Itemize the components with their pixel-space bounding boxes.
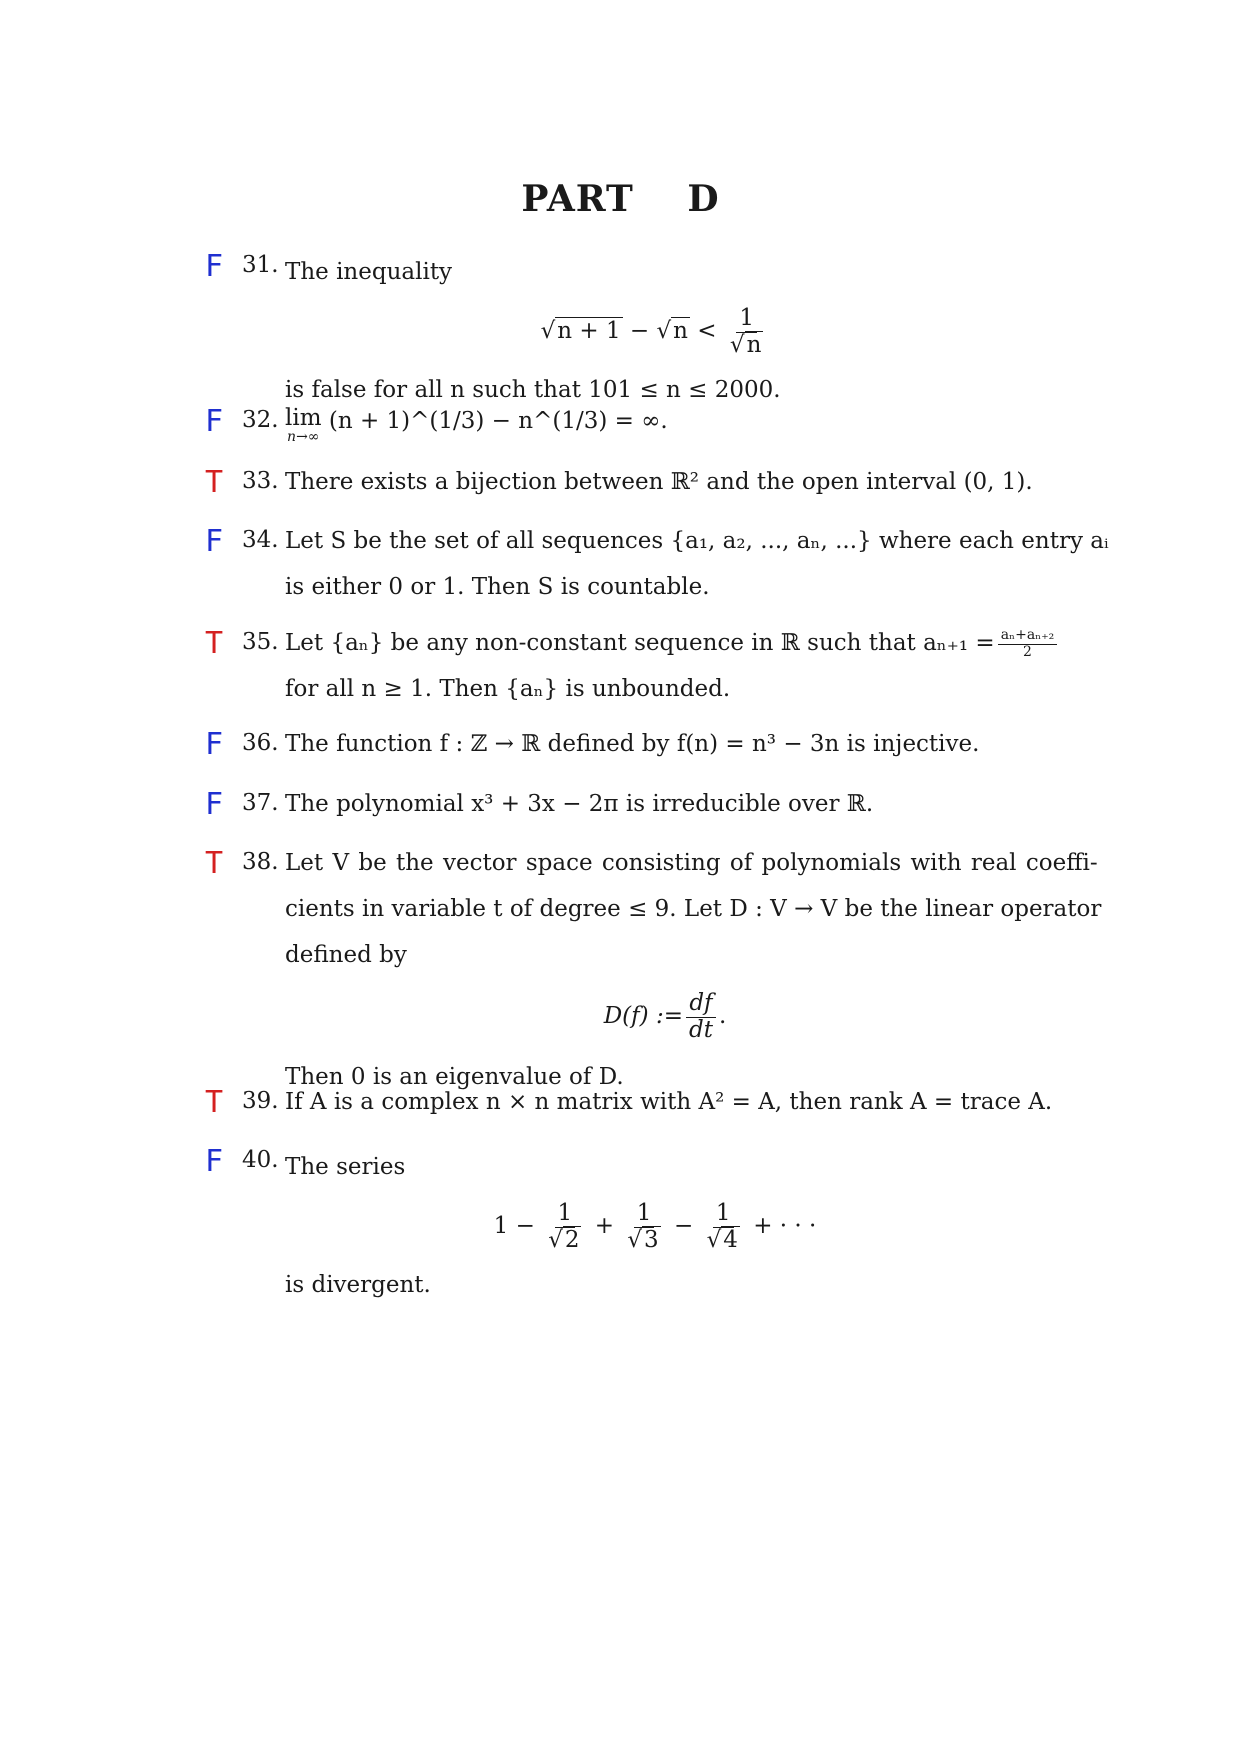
question-number: 32. <box>242 407 279 433</box>
question-number: 36. <box>242 730 279 756</box>
question-text-continued: cients in variable t of degree ≤ 9. Let D : V → V be the linear operator <box>285 896 1102 922</box>
question-number: 33. <box>242 468 279 494</box>
question-text: Let S be the set of all sequences {a₁, a₂, ..., aₙ, ...} where each entry aᵢ <box>285 528 1109 554</box>
question-text: The function f : ℤ → ℝ defined by f(n) = n³ − 3n is injective. <box>285 731 980 757</box>
question-number: 39. <box>242 1088 279 1114</box>
question-text: If A is a complex n × n matrix with A² = A, then rank A = trace A. <box>285 1089 1053 1115</box>
question-text-continued: Then 0 is an eigenvalue of D. <box>285 1064 624 1090</box>
answer-mark: T <box>205 1085 224 1120</box>
answer-mark: T <box>205 626 224 661</box>
answer-mark: F <box>205 1144 224 1179</box>
question-number: 38. <box>242 849 279 875</box>
question-text: The inequality <box>285 259 453 285</box>
question-number: 35. <box>242 629 279 655</box>
question-number: 31. <box>242 252 279 278</box>
question-text: Let {aₙ} be any non-constant sequence in ℝ such that aₙ₊₁ = $\frac{\text{aₙ+aₙ₊₂}}{2}$ <box>285 620 1025 666</box>
question-text-continued: is false for all n such that 101 ≤ n ≤ 2000. <box>285 377 781 403</box>
page-title: PART D <box>521 178 720 220</box>
question-text: (n + 1)^(1/3) − n^(1/3) = ∞. <box>328 408 668 434</box>
limit-operator: lim n→∞ <box>285 405 322 445</box>
answer-mark: F <box>205 524 224 559</box>
answer-mark: F <box>205 404 224 439</box>
display-formula: D(f) := $\frac{df}{dt}$ . <box>603 990 727 1043</box>
question-text-continued: for all n ≥ 1. Then {aₙ} is unbounded. <box>285 676 731 702</box>
question-text: The series <box>285 1154 406 1180</box>
question-text-continued: defined by <box>285 942 407 968</box>
question-text-continued: is divergent. <box>285 1272 431 1298</box>
question-text: Let V be the vector space consisting of polynomials with real coeffi- <box>285 850 1098 876</box>
fraction: $\frac{\text{aₙ+aₙ₊₂}}{2}$ <box>998 628 1058 660</box>
answer-mark: F <box>205 787 224 822</box>
question-number: 40. <box>242 1147 279 1173</box>
question-number: 34. <box>242 527 279 553</box>
question-text: The polynomial x³ + 3x − 2π is irreducible over ℝ. <box>285 791 874 817</box>
question-text-continued: is either 0 or 1. Then S is countable. <box>285 574 710 600</box>
answer-mark: F <box>205 249 224 284</box>
answer-mark: F <box>205 727 224 762</box>
display-formula: √n + 1 − √n < $\frac{1}{√n}$ <box>540 305 762 358</box>
answer-mark: T <box>205 465 224 500</box>
question-text: There exists a bijection between ℝ² and the open interval (0, 1). <box>285 469 1033 495</box>
display-formula: 1 − $\frac{1}{√2}$ + $\frac{1}{√3}$ − $\frac{1}{√4}$ + · · · <box>493 1200 817 1253</box>
question-number: 37. <box>242 790 279 816</box>
answer-mark: T <box>205 846 224 881</box>
